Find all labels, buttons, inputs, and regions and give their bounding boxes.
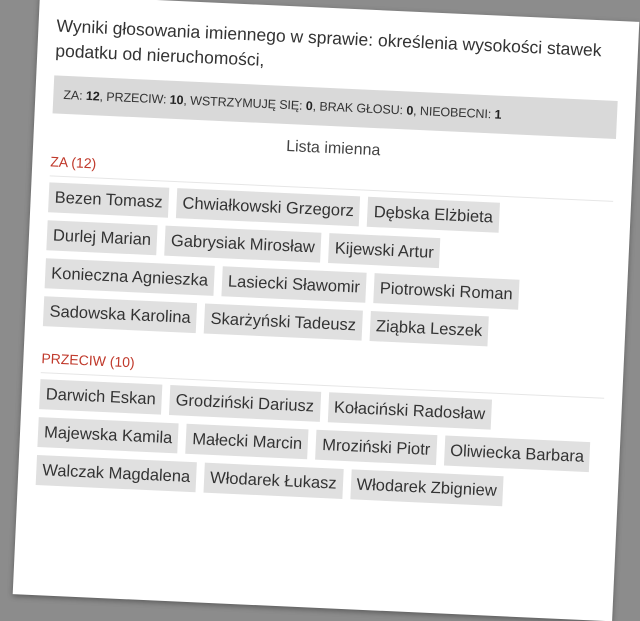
page-title: Wyniki głosowania imiennego w sprawie: określenia wysokości stawek podatku od nieruchomości,	[54, 15, 602, 70]
voter-name-tag: Gabrysiak Mirosław	[164, 226, 321, 263]
wstrzymuje-label: , WSTRZYMUJĘ SIĘ:	[183, 93, 307, 113]
voter-name-tag: Dębska Elżbieta	[367, 197, 499, 233]
list-title: Lista imienna	[285, 138, 381, 160]
vote-results-card	[13, 0, 640, 621]
voter-name-tag: Majewska Kamila	[37, 417, 179, 453]
name-list	[43, 182, 613, 359]
voter-name-tag: Skarżyński Tadeusz	[204, 304, 363, 341]
voter-name-tag: Kijewski Artur	[328, 233, 440, 268]
section-header: ZA (12)	[50, 151, 615, 202]
voter-name-tag: Sadowska Karolina	[43, 296, 197, 333]
voter-name-tag: Konieczna Agnieszka	[45, 258, 215, 296]
voter-name-tag: Darwich Eskan	[39, 379, 162, 415]
voter-name-tag: Bezen Tomasz	[48, 182, 169, 217]
nieobecni-count: 1	[494, 107, 502, 122]
wstrzymuje-count: 0	[305, 98, 314, 114]
nieobecni-label: , NIEOBECNI:	[412, 103, 495, 122]
voter-name-tag: Ziąbka Leszek	[369, 311, 489, 346]
section-przeciw	[35, 348, 605, 518]
voter-name-tag: Oliwiecka Barbara	[444, 436, 591, 473]
za-label: ZA:	[63, 87, 87, 103]
voter-name-tag: Grodziński Dariusz	[169, 385, 321, 422]
section-za	[43, 151, 615, 359]
voter-name-tag: Chwiałkowski Grzegorz	[176, 188, 361, 226]
name-list	[35, 379, 604, 518]
voter-name-tag: Piotrowski Roman	[373, 273, 519, 310]
voter-name-tag: Włodarek Łukasz	[203, 463, 343, 499]
voter-name-tag: Durlej Marian	[46, 220, 157, 255]
vote-sections	[35, 151, 614, 518]
brak-glosu-label: , BRAK GŁOSU:	[312, 99, 407, 118]
voter-name-tag: Mroziński Piotr	[316, 430, 437, 465]
voter-name-tag: Walczak Magdalena	[36, 455, 197, 492]
voter-name-tag: Lasiecki Sławomir	[221, 266, 366, 303]
voter-name-tag: Małecki Marcin	[186, 424, 309, 460]
voter-name-tag: Kołaciński Radosław	[327, 392, 492, 429]
przeciw-label: , PRZECIW:	[99, 89, 171, 107]
brak-glosu-count: 0	[406, 103, 414, 118]
section-header: PRZECIW (10)	[41, 348, 606, 399]
voter-name-tag: Włodarek Zbigniew	[350, 469, 504, 506]
za-count: 12	[85, 88, 100, 104]
przeciw-count: 10	[169, 92, 184, 108]
